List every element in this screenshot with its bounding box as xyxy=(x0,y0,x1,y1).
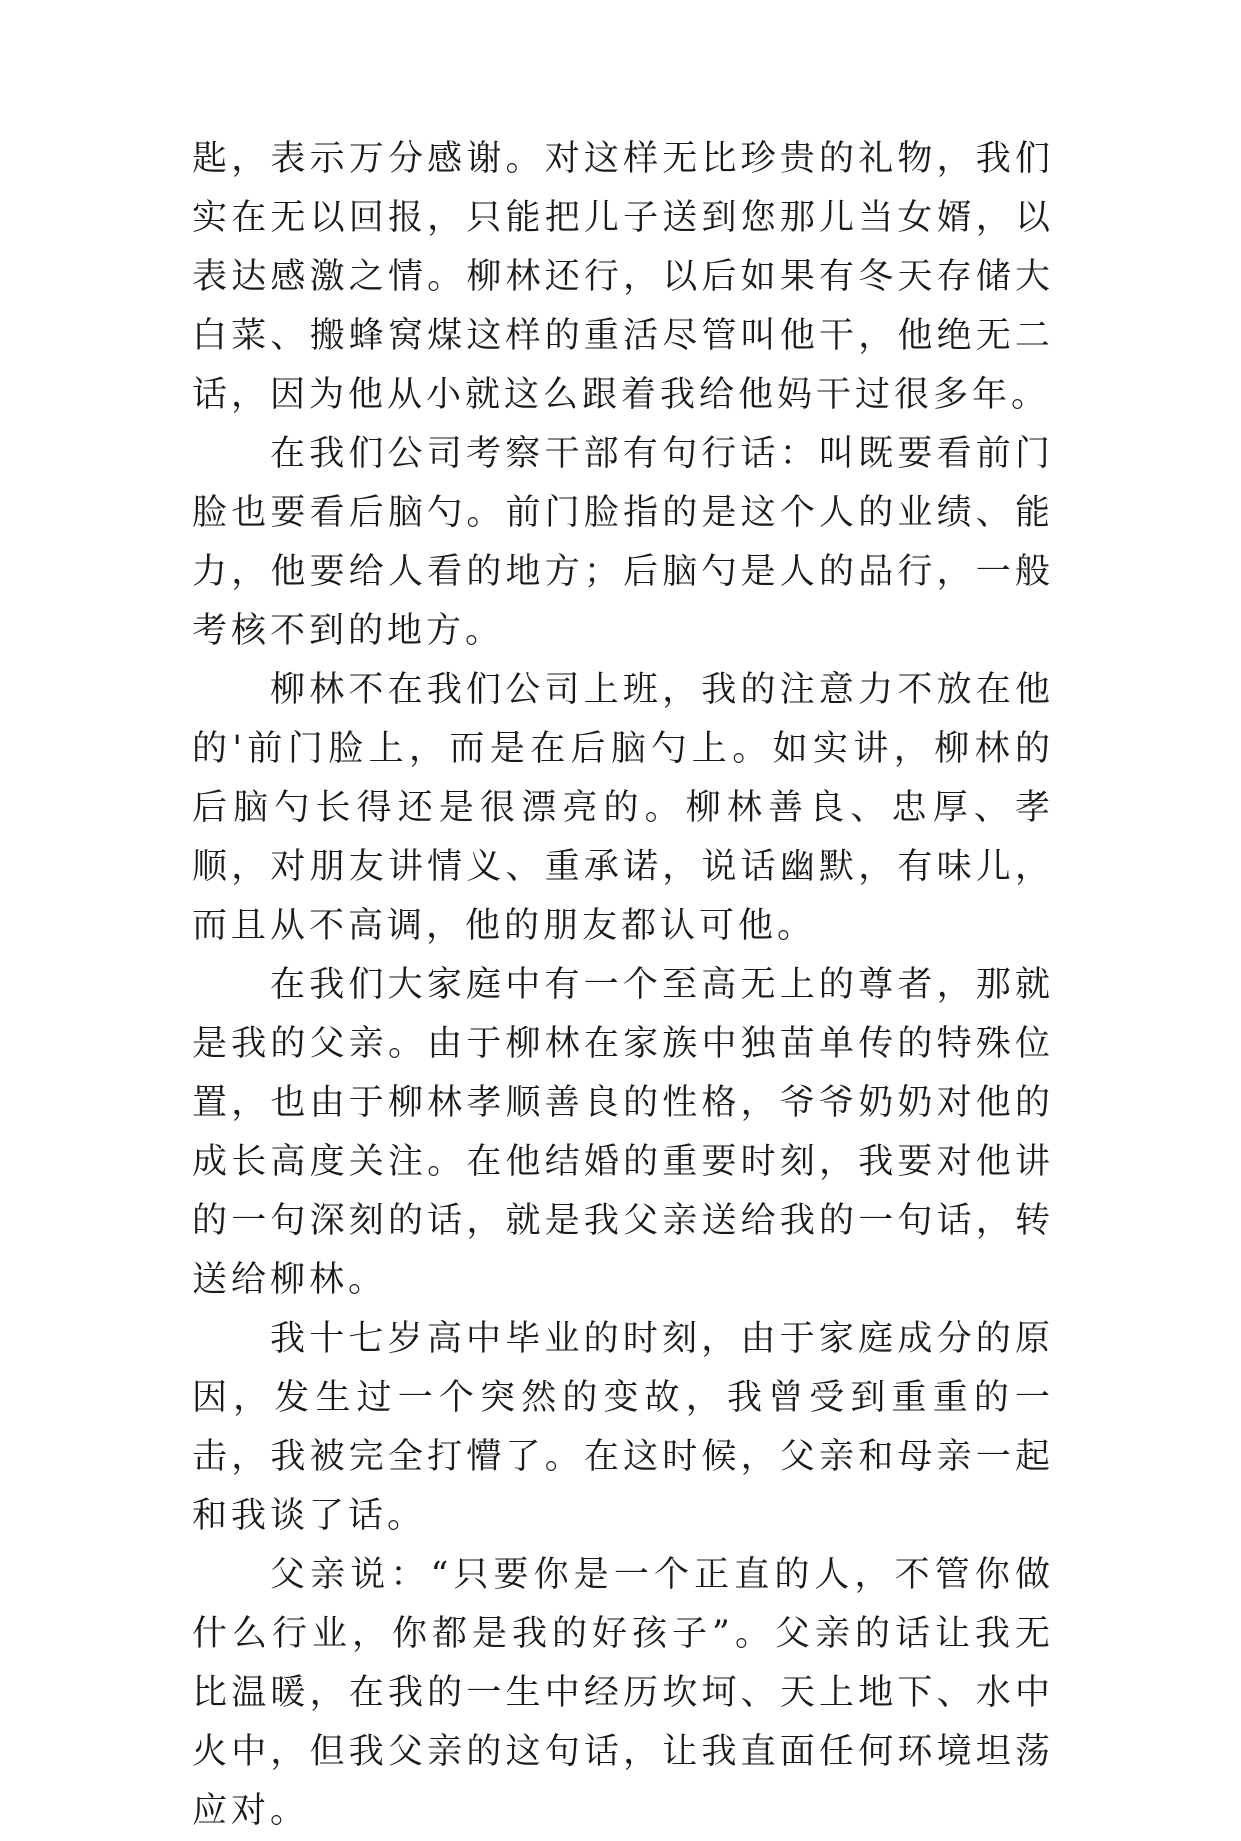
paragraph-1: 匙，表示万分感谢。对这样无比珍贵的礼物，我们实在无以回报，只能把儿子送到您那儿当女婿，以表达感激之情。柳林还行，以后如果有冬天存储大白菜、搬蜂窝煤这样的重活尽管叫他干，他绝无二话，因为他从小就这么跟着我给他妈干过很多年。 xyxy=(192,139,1054,415)
paragraph-2: 在我们公司考察干部有句行话：叫既要看前门脸也要看后脑勺。前门脸指的是这个人的业绩、能力，他要给人看的地方；后脑勺是人的品行，一般考核不到的地方。 xyxy=(192,434,1054,651)
paragraph-6: 父亲说：“只要你是一个正直的人，不管你做什么行业，你都是我的好孩子”。父亲的话让我无比温暖，在我的一生中经历坎坷、天上地下、水中火中，但我父亲的这句话，让我直面任何环境坦荡应对。 xyxy=(192,1555,1054,1831)
paragraph-5: 我十七岁高中毕业的时刻，由于家庭成分的原因，发生过一个突然的变故，我曾受到重重的一击，我被完全打懵了。在这时候，父亲和母亲一起和我谈了话。 xyxy=(192,1319,1054,1536)
paragraph-4: 在我们大家庭中有一个至高无上的尊者，那就是我的父亲。由于柳林在家族中独苗单传的特殊位置，也由于柳林孝顺善良的性格，爷爷奶奶对他的成长高度关注。在他结婚的重要时刻，我要对他讲的一句深刻的话，就是我父亲送给我的一句话，转送给柳林。 xyxy=(192,965,1054,1300)
paragraph-3: 柳林不在我们公司上班，我的注意力不放在他的'前门脸上，而是在后脑勺上。如实讲，柳林的后脑勺长得还是很漂亮的。柳林善良、忠厚、孝顺，对朋友讲情义、重承诺，说话幽默，有味儿，而且从不高调，他的朋友都认可他。 xyxy=(192,670,1054,946)
document-body xyxy=(192,130,1054,1841)
